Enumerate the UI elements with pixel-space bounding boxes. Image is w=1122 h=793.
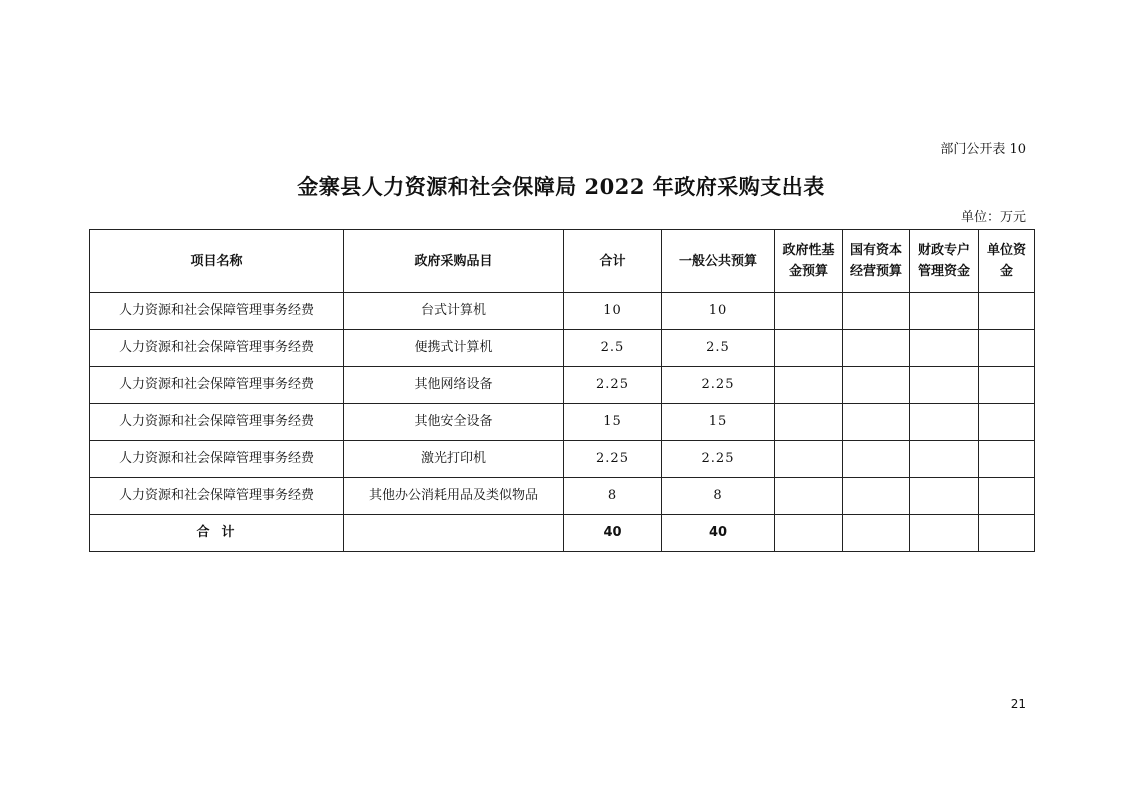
- cell-state-capital: [843, 330, 910, 367]
- cell-total: 10: [564, 293, 662, 330]
- procurement-table: [89, 229, 1035, 552]
- cell-fund: [775, 478, 843, 515]
- cell-total: 40: [564, 515, 662, 552]
- cell-unit-funds: [979, 293, 1035, 330]
- table-header-row: [90, 230, 1035, 293]
- cell-general: 2.5: [662, 330, 775, 367]
- cell-state-capital: [843, 293, 910, 330]
- cell-total: 2.25: [564, 367, 662, 404]
- total-label: 合计: [90, 515, 344, 552]
- header-state-capital-budget: 国有资本经营预算: [843, 230, 910, 293]
- cell-general: 10: [662, 293, 775, 330]
- cell-special: [910, 515, 979, 552]
- cell-general: 8: [662, 478, 775, 515]
- cell-fund: [775, 404, 843, 441]
- cell-total: 2.25: [564, 441, 662, 478]
- cell-fund: [775, 515, 843, 552]
- header-fund-budget: 政府性基金预算: [775, 230, 843, 293]
- table-total-row: [90, 515, 1035, 552]
- cell-item: 激光打印机: [344, 441, 564, 478]
- cell-item: 其他安全设备: [344, 404, 564, 441]
- cell-item: 其他网络设备: [344, 367, 564, 404]
- cell-unit-funds: [979, 404, 1035, 441]
- cell-project: 人力资源和社会保障管理事务经费: [90, 293, 344, 330]
- cell-total: 15: [564, 404, 662, 441]
- cell-total: 2.5: [564, 330, 662, 367]
- cell-special: [910, 404, 979, 441]
- header-project-name: 项目名称: [90, 230, 344, 293]
- cell-total: 8: [564, 478, 662, 515]
- page-title: 金寨县人力资源和社会保障局 2022 年政府采购支出表: [297, 174, 825, 199]
- cell-item: 台式计算机: [344, 293, 564, 330]
- cell-general: 40: [662, 515, 775, 552]
- cell-fund: [775, 330, 843, 367]
- cell-item: [344, 515, 564, 552]
- cell-project: 人力资源和社会保障管理事务经费: [90, 478, 344, 515]
- cell-state-capital: [843, 404, 910, 441]
- cell-project: 人力资源和社会保障管理事务经费: [90, 404, 344, 441]
- cell-project: 人力资源和社会保障管理事务经费: [90, 330, 344, 367]
- document-label: 部门公开表 10: [940, 142, 1026, 157]
- cell-special: [910, 441, 979, 478]
- header-total: 合计: [564, 230, 662, 293]
- unit-label: 单位：万元: [960, 210, 1026, 225]
- cell-unit-funds: [979, 515, 1035, 552]
- cell-special: [910, 478, 979, 515]
- cell-state-capital: [843, 441, 910, 478]
- table-row: [90, 367, 1035, 404]
- page-number: 21: [1010, 697, 1026, 711]
- cell-unit-funds: [979, 367, 1035, 404]
- cell-general: 2.25: [662, 441, 775, 478]
- cell-special: [910, 293, 979, 330]
- cell-special: [910, 330, 979, 367]
- cell-state-capital: [843, 515, 910, 552]
- cell-state-capital: [843, 478, 910, 515]
- table-row: [90, 293, 1035, 330]
- table-row: [90, 404, 1035, 441]
- cell-general: 15: [662, 404, 775, 441]
- cell-unit-funds: [979, 478, 1035, 515]
- header-procurement-item: 政府采购品目: [344, 230, 564, 293]
- cell-item: 其他办公消耗用品及类似物品: [344, 478, 564, 515]
- cell-unit-funds: [979, 441, 1035, 478]
- cell-special: [910, 367, 979, 404]
- header-special-account-funds: 财政专户管理资金: [910, 230, 979, 293]
- cell-item: 便携式计算机: [344, 330, 564, 367]
- table-row: [90, 330, 1035, 367]
- cell-fund: [775, 441, 843, 478]
- cell-unit-funds: [979, 330, 1035, 367]
- table-row: [90, 441, 1035, 478]
- cell-project: 人力资源和社会保障管理事务经费: [90, 441, 344, 478]
- cell-fund: [775, 367, 843, 404]
- header-general-budget: 一般公共预算: [662, 230, 775, 293]
- cell-fund: [775, 293, 843, 330]
- cell-state-capital: [843, 367, 910, 404]
- header-unit-funds: 单位资金: [979, 230, 1035, 293]
- cell-project: 人力资源和社会保障管理事务经费: [90, 367, 344, 404]
- table-row: [90, 478, 1035, 515]
- cell-general: 2.25: [662, 367, 775, 404]
